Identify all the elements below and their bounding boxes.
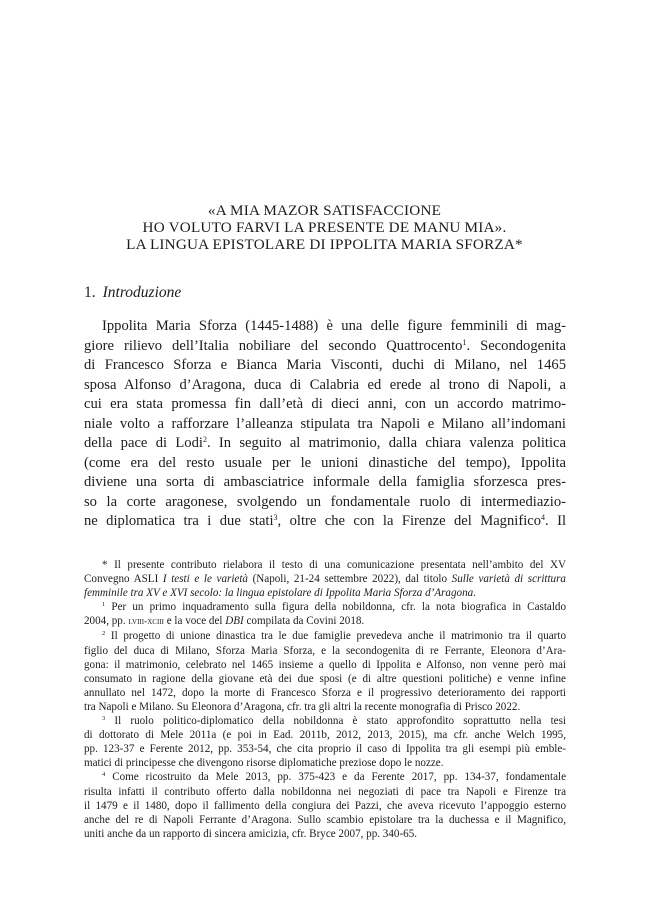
body-line: sposa Alfonso d’Aragona, duca di Calabria ed erede al trono di Napoli, a <box>84 376 566 393</box>
footnote-2-line: annullato nel 1472, dopo la morte di Francesco Sforza e il progressivo deterioramento dei rapporti <box>84 686 566 699</box>
footnote-ref[interactable]: 2 <box>202 435 207 444</box>
footnote-text-run: 2004, pp. <box>84 615 129 628</box>
footnote-text-run: compilata da Covini 2018. <box>243 615 365 628</box>
section-label: Introduzione <box>102 284 182 301</box>
body-line <box>84 434 566 454</box>
footnote-number: 4 <box>102 771 106 779</box>
footnote-star-line: * Il presente contributo rielabora il testo di una comunicazione presentata nell’ambito del XV <box>102 559 566 571</box>
body-text-run: . Il <box>545 513 567 529</box>
footnote-1-line <box>84 600 566 614</box>
body-paragraph <box>84 317 566 532</box>
footnote-text-run: Convegno ASLI <box>84 573 163 586</box>
section-heading <box>84 284 181 302</box>
footnote-2-line: consumato in ragione della giovane età dei due sposi (e di altre questioni politiche) e venne infine <box>84 672 566 685</box>
footnote-1-line <box>84 614 566 629</box>
footnote-2-line <box>84 629 566 643</box>
body-line: di Francesco Sforza e Bianca Maria Visconti, duchi di Milano, nel 1465 <box>84 357 566 373</box>
footnote-star-line <box>84 586 566 600</box>
footnote-star-line <box>84 572 566 586</box>
footnote-4-line: uniti anche da un rapporto di sincera amicizia, cfr. Bryce 2007, pp. 340-65. <box>84 827 418 840</box>
footnote-ref[interactable]: 3 <box>273 513 278 522</box>
body-line: niale volto a rafforzare l’alleanza stipulata tra Napoli e Milano all’indomani <box>84 415 566 432</box>
section-number: 1. <box>84 284 96 301</box>
body-line: Ippolita Maria Sforza (1445-1488) è una delle figure femminili di mag- <box>102 318 566 334</box>
footnote-text-run: DBI <box>225 615 244 628</box>
body-text-run: della pace di Lodi <box>84 435 203 451</box>
body-line <box>84 337 566 357</box>
footnote-text-run: . <box>473 587 476 600</box>
footnote-text-run: Per un primo inquadramento sulla figura della nobildonna, cfr. la nota biografica in Castaldo <box>105 601 566 614</box>
footnote-3-line: matici di principesse che divengono risorse diplomatiche preziose dopo le nozze. <box>84 757 444 770</box>
footnote-number: 1 <box>102 601 106 609</box>
title-line-1: «A MIA MAZOR SATISFACCIONE <box>207 202 442 219</box>
footnotes <box>84 558 566 841</box>
footnote-text-run: (Napoli, 21-24 settembre 2022), dal titolo <box>247 573 452 586</box>
body-text-run: . In seguito al matrimonio, dalla chiara valenza politica <box>206 435 566 451</box>
footnote-4-line: risulta infatti il contributo offerto dalla nobildonna nei negoziati di pace tra Napoli e Firenze tra <box>84 785 566 798</box>
footnote-text-run: Sulle varietà di scrittura <box>451 573 566 586</box>
footnote-number: 2 <box>102 630 106 638</box>
footnote-3-line: di dottorato di Mele 2011a (e poi in Ead. 2011b, 2012, 2013, 2015), ma cfr. anche Welch 1995, <box>84 729 566 742</box>
body-text-run: ne diplomatica tra i due stati <box>84 513 274 529</box>
footnote-text-run: e la voce del <box>163 615 226 628</box>
body-text-run: giore rilievo dell’Italia nobiliare del secondo Quattrocento <box>84 337 463 354</box>
footnote-text-run: Come ricostruito da Mele 2013, pp. 375-423 e da Ferente 2017, pp. 134-37, fondamentale <box>105 771 566 784</box>
body-line <box>84 512 566 532</box>
title-line-3: LA LINGUA EPISTOLARE DI IPPOLITA MARIA SFORZA* <box>126 236 523 253</box>
footnote-text-run: Il progetto di unione dinastica tra le due famiglie prevedeva anche il matrimonio tra il quarto <box>105 630 566 643</box>
body-text-run: . Secondogenita <box>466 337 566 354</box>
body-line: so la corte aragonese, svolgendo un fondamentale ruolo di intermediazio- <box>84 493 566 510</box>
footnote-2-line: gona: il matrimonio, celebrato nel 1465 insieme a quello di Ippolita e Alfonso, non venne però mai <box>84 658 566 671</box>
footnote-4-line: anche del re di Napoli Ferrante d’Aragona. Sullo scambio epistolare tra la duchessa e il Magnifico, <box>84 813 566 826</box>
footnote-4-line <box>84 770 566 784</box>
footnote-text-run: I testi e le varietà <box>162 573 248 586</box>
footnote-2-line: figlio del duca di Milano, Sforza Maria Sforza, e la secondogenita di re Ferrante, Eleonora d’Ara- <box>84 644 566 657</box>
footnote-4-line: il 1479 e il 1480, dopo il fallimento della congiura dei Pazzi, che aveva ricevuto l’appoggio esterno <box>84 799 566 812</box>
body-line: cui era stata promessa fin dall’età di dieci anni, con un accordo matrimo- <box>84 396 566 412</box>
footnote-3-line: pp. 123-37 e Ferente 2012, pp. 353-54, che cita proprio il caso di Ippolita tra gli esempi più emble- <box>84 743 566 756</box>
footnote-ref[interactable]: 1 <box>462 337 467 347</box>
body-line: diviene una sorta di ambasciatrice informale della famiglia sforzesca pres- <box>84 474 566 490</box>
footnote-text-run: Il ruolo politico-diplomatico della nobildonna è stato approfondito soprattutto nella tesi <box>105 715 566 728</box>
footnote-text-run: femminile tra XV e XVI secolo: la lingua epistolare di Ippolita Maria Sforza d’Aragona <box>84 587 474 600</box>
footnote-text-run: lviii-xciii <box>128 617 164 628</box>
footnote-number: 3 <box>102 715 106 723</box>
body-line: (come era del resto usuale per le unioni dinastiche del tempo), Ippolita <box>84 454 566 471</box>
body-text-run: , oltre che con la Firenze del Magnifico <box>277 513 542 529</box>
title-line-2: HO VOLUTO FARVI LA PRESENTE DE MANU MIA». <box>142 219 507 236</box>
footnote-2-line: tra Napoli e Milano. Su Eleonora d’Aragona, cfr. tra gli altri la recente monografia di Prisco 2022. <box>84 700 521 713</box>
footnote-3-line <box>84 714 566 728</box>
footnote-ref[interactable]: 4 <box>541 513 546 522</box>
article-title <box>84 202 565 253</box>
